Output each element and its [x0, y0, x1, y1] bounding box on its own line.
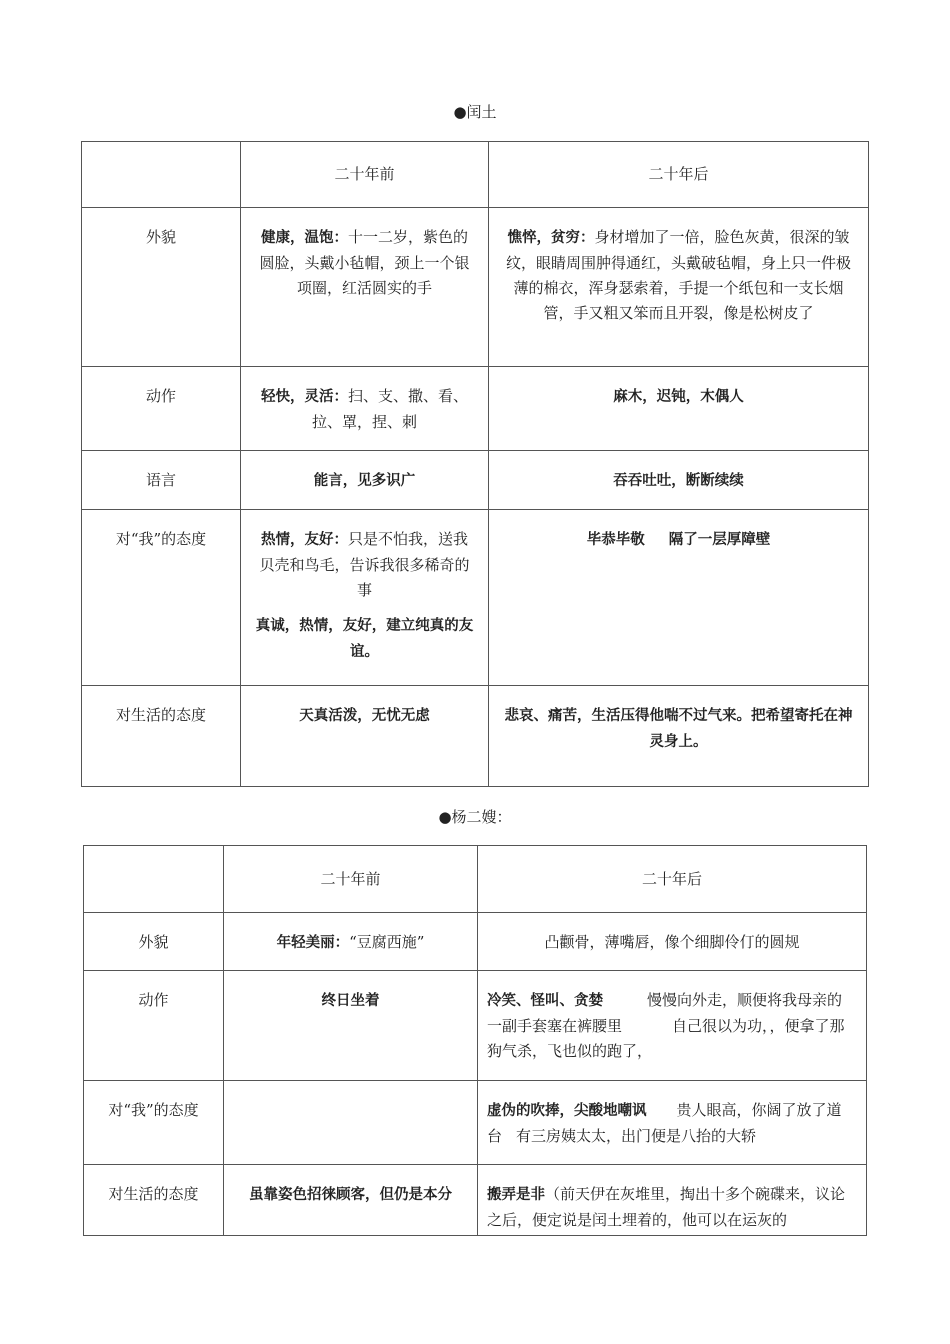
cell-before-bold: 健康，温饱： [260, 230, 348, 246]
table-row [84, 1165, 867, 1236]
cell-after-text: 凸颧骨，薄嘴唇，像个细脚伶仃的圆规 [544, 933, 800, 951]
cell-before [224, 913, 478, 971]
cell-before-text: 十一二岁，紫色的圆脸，头戴小毡帽，颈上一个银项圈，红活圆实的手 [259, 228, 470, 297]
runtu-table [81, 141, 869, 787]
cell-after-text: （前天伊在灰堆里，掏出十多个碗碟来，议论之后，便定说是闰土埋着的，他可以在运灰的 [487, 1185, 846, 1229]
cell-after [478, 913, 867, 971]
cell-after-text-2: 自己很以为功，，便拿了那狗气杀，飞也似的跑了， [487, 1017, 845, 1060]
cell-before-bold: 能言，见多识广 [313, 473, 416, 489]
table-row [82, 367, 869, 451]
cell-before-text: “豆腐西施” [349, 933, 425, 951]
cell-after-text-2: 有三房姨太太，出门便是八抬的大轿 [516, 1127, 757, 1145]
cell-before [241, 367, 489, 451]
cell-after-bold: 悲哀、痛苦，生活压得他喘不过气来。把希望寄托在神灵身上。 [504, 708, 853, 750]
cell-before [241, 208, 489, 367]
section-title-runtu: ●闰土 [453, 103, 497, 121]
cell-before-bold: 热情，友好： [260, 532, 348, 548]
cell-after [489, 367, 869, 451]
cell-before [241, 686, 489, 787]
cell-after [489, 510, 869, 686]
table-row [82, 510, 869, 686]
row-label: 动作 [82, 367, 241, 451]
cell-after-text: 贵人眼高，你阔了放了道台 [487, 1101, 842, 1145]
cell-before [224, 1165, 478, 1236]
cell-before-bold: 年轻美丽： [276, 935, 350, 951]
table-header-row [82, 142, 869, 208]
cell-after-bold: 搬弄是非 [487, 1187, 545, 1203]
header-before: 二十年前 [224, 846, 478, 913]
cell-before-bold: 轻快，灵活： [260, 389, 348, 405]
cell-before [241, 451, 489, 510]
cell-after-bold: 吞吞吐吐，断断续续 [613, 473, 744, 489]
header-empty [82, 142, 241, 208]
table-header-row [84, 846, 867, 913]
table-row [84, 971, 867, 1081]
cell-before-bold: 终日坐着 [321, 993, 380, 1009]
cell-after [489, 686, 869, 787]
row-label: 对生活的态度 [82, 686, 241, 787]
row-label: 对生活的态度 [84, 1165, 224, 1236]
section-title-yangersao: ●杨二嫂： [438, 808, 512, 826]
cell-before [224, 1081, 478, 1165]
cell-before-bold: 天真活泼，无忧无虑 [299, 708, 430, 724]
table-row [82, 208, 869, 367]
cell-before-bold-2: 真诚，热情，友好，建立纯真的友谊。 [255, 618, 474, 660]
header-empty [84, 846, 224, 913]
cell-after-bold: 毕恭毕敬 [586, 532, 645, 548]
row-label: 对“我”的态度 [82, 510, 241, 686]
yangersao-table [83, 845, 867, 1236]
cell-after-bold: 虚伪的吹捧，尖酸地嘲讽 [487, 1103, 647, 1119]
cell-after [478, 1081, 867, 1165]
cell-after [489, 451, 869, 510]
row-label: 动作 [84, 971, 224, 1081]
header-before: 二十年前 [241, 142, 489, 208]
cell-after-text: 身材增加了一倍，脸色灰黄，很深的皱纹，眼睛周围肿得通红，头戴破毡帽，身上只一件极薄的棉衣，浑身瑟索着，手提一个纸包和一支长烟管，手又粗又笨而且开裂，像是松树皮了 [505, 228, 851, 322]
cell-after-bold: 憔悴，贫穷： [507, 230, 595, 246]
table-row [82, 451, 869, 510]
row-label: 对“我”的态度 [84, 1081, 224, 1165]
cell-after [478, 1165, 867, 1236]
row-label: 语言 [82, 451, 241, 510]
table-row [84, 913, 867, 971]
table-row [82, 686, 869, 787]
row-label: 外貌 [84, 913, 224, 971]
cell-before [224, 971, 478, 1081]
row-label: 外貌 [82, 208, 241, 367]
cell-after [489, 208, 869, 367]
table-row [84, 1081, 867, 1165]
cell-after-bold-2: 隔了一层厚障壁 [668, 532, 771, 548]
cell-before-bold: 虽靠姿色招徕顾客，但仍是本分 [249, 1187, 452, 1203]
header-after: 二十年后 [478, 846, 867, 913]
header-after: 二十年后 [489, 142, 869, 208]
cell-after-bold: 冷笑、怪叫、贪婪 [487, 993, 603, 1009]
cell-before [241, 510, 489, 686]
cell-before-text: 只是不怕我，送我贝壳和鸟毛，告诉我很多稀奇的事 [259, 530, 470, 599]
cell-before-text: 扫、支、撒、看、拉、罩，捏、刺 [311, 387, 468, 431]
cell-after-bold: 麻木，迟钝，木偶人 [613, 389, 744, 405]
cell-after-text: 慢慢向外走，顺便将我母亲的一副手套塞在裤腰里 [487, 991, 843, 1035]
cell-after [478, 971, 867, 1081]
